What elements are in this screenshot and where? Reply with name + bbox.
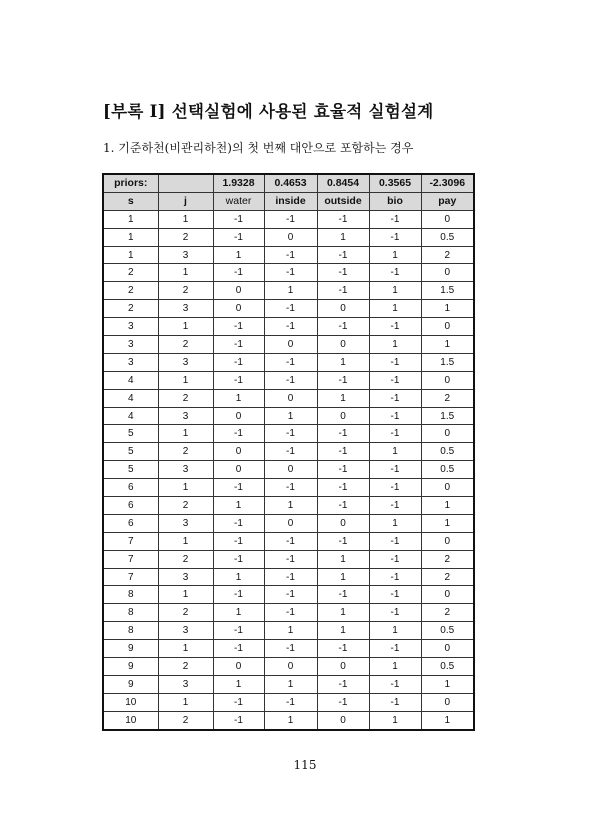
table-cell: 8 [103, 586, 158, 604]
table-cell: 10 [103, 693, 158, 711]
table-cell: 0.5 [421, 622, 474, 640]
table-cell: -1 [317, 318, 369, 336]
table-cell: 2 [158, 228, 213, 246]
table-cell: 2 [103, 264, 158, 282]
table-cell: 1 [421, 336, 474, 354]
table-cell: -1 [369, 693, 421, 711]
table-cell: 6 [103, 514, 158, 532]
table-cell: -1 [264, 604, 317, 622]
table-cell: 1 [264, 622, 317, 640]
table-cell: 4 [103, 407, 158, 425]
table-cell: 1 [264, 711, 317, 729]
table-cell: 1 [369, 658, 421, 676]
table-cell: 2 [158, 443, 213, 461]
table-cell: 1 [158, 693, 213, 711]
table-cell: 2 [421, 246, 474, 264]
table-row [103, 228, 474, 246]
table-cell: 0 [421, 479, 474, 497]
table-cell: 0 [213, 282, 264, 300]
table-cell: -1 [317, 210, 369, 228]
table-row [103, 246, 474, 264]
table-row [103, 336, 474, 354]
table-cell: 10 [103, 711, 158, 729]
table-cell: 3 [103, 318, 158, 336]
table-cell: 0.5 [421, 443, 474, 461]
table-cell: -1 [213, 264, 264, 282]
table-cell: 1 [421, 497, 474, 515]
table-row [103, 532, 474, 550]
table-cell: 0 [264, 461, 317, 479]
table-cell: -1 [369, 675, 421, 693]
table-cell: 1 [421, 514, 474, 532]
table-cell: 9 [103, 658, 158, 676]
table-row [103, 210, 474, 228]
table-cell: 2 [158, 550, 213, 568]
table-cell: 3 [158, 514, 213, 532]
table-cell: -1 [317, 425, 369, 443]
table-cell: 6 [103, 479, 158, 497]
table-cell: -1 [317, 693, 369, 711]
table-cell: 1 [213, 675, 264, 693]
table-cell: 0.4653 [264, 174, 317, 192]
table-cell: 1 [158, 532, 213, 550]
table-cell: -2.3096 [421, 174, 474, 192]
table-row [103, 443, 474, 461]
table-cell: 1 [103, 210, 158, 228]
table-cell: -1 [264, 264, 317, 282]
table-cell: 2 [158, 658, 213, 676]
table-cell: -1 [213, 711, 264, 729]
table-cell: -1 [369, 604, 421, 622]
table-cell: 1 [317, 550, 369, 568]
table-cell: -1 [369, 532, 421, 550]
table-row [103, 622, 474, 640]
table-cell: -1 [213, 336, 264, 354]
table-cell: 1 [369, 711, 421, 729]
table-cell: 9 [103, 675, 158, 693]
table-cell: -1 [369, 210, 421, 228]
table-row [103, 425, 474, 443]
table-row [103, 282, 474, 300]
table-cell: 2 [103, 282, 158, 300]
table-cell: -1 [213, 353, 264, 371]
table-cell: 0 [421, 425, 474, 443]
table-row [103, 479, 474, 497]
table-cell: 1 [213, 604, 264, 622]
table-cell: priors: [103, 174, 158, 192]
table-cell: -1 [369, 228, 421, 246]
table-cell: 1 [264, 282, 317, 300]
table-cell: 2 [158, 497, 213, 515]
table-cell: -1 [213, 640, 264, 658]
table-cell: -1 [369, 497, 421, 515]
table-cell: -1 [317, 282, 369, 300]
page-number: 115 [293, 758, 317, 772]
table-cell: 2 [158, 389, 213, 407]
table-row [103, 514, 474, 532]
table-row [103, 497, 474, 515]
table-cell: -1 [317, 264, 369, 282]
table-cell: -1 [369, 264, 421, 282]
page-title: [부록 I] 선택실험에 사용된 효율적 실험설계 [103, 102, 434, 121]
table-cell: 0 [421, 371, 474, 389]
table-cell: outside [317, 192, 369, 210]
table-cell: 2 [421, 604, 474, 622]
column-header-row [103, 192, 474, 210]
table-cell: 0 [317, 711, 369, 729]
table-cell: 0 [421, 264, 474, 282]
table-cell: -1 [369, 586, 421, 604]
table-cell: 0 [317, 300, 369, 318]
table-cell: 7 [103, 550, 158, 568]
table-cell: -1 [264, 443, 317, 461]
table-cell: 9 [103, 640, 158, 658]
table-cell: -1 [264, 550, 317, 568]
table-cell: -1 [213, 371, 264, 389]
table-cell: 1 [317, 353, 369, 371]
table-cell: -1 [369, 353, 421, 371]
table-cell: 1 [213, 389, 264, 407]
table-cell: 0 [421, 640, 474, 658]
table-cell: 1 [158, 371, 213, 389]
table-cell: 1 [369, 246, 421, 264]
table-cell: 1 [317, 604, 369, 622]
table-cell: -1 [264, 479, 317, 497]
table-cell: -1 [317, 497, 369, 515]
table-cell: 2 [421, 568, 474, 586]
table-cell: 5 [103, 461, 158, 479]
table-row [103, 711, 474, 729]
table-row [103, 658, 474, 676]
table-cell: 1 [158, 264, 213, 282]
table-cell: -1 [317, 461, 369, 479]
table-row [103, 318, 474, 336]
table-row [103, 461, 474, 479]
table-cell: 4 [103, 389, 158, 407]
table-cell: 0.5 [421, 228, 474, 246]
table-cell: -1 [369, 550, 421, 568]
table-cell: 1 [213, 497, 264, 515]
table-cell: 3 [103, 353, 158, 371]
table-cell: 0 [264, 658, 317, 676]
table-cell: 1 [213, 246, 264, 264]
table-cell: 1 [264, 675, 317, 693]
table-row [103, 675, 474, 693]
table-row [103, 389, 474, 407]
table-cell: -1 [369, 425, 421, 443]
table-cell: 1 [264, 407, 317, 425]
table-cell: 0 [213, 658, 264, 676]
table-cell: -1 [213, 228, 264, 246]
table-cell: 0 [264, 514, 317, 532]
table-cell: -1 [317, 675, 369, 693]
table-cell: -1 [213, 425, 264, 443]
table-cell: -1 [264, 318, 317, 336]
table-cell: 1.5 [421, 407, 474, 425]
table-cell: -1 [264, 586, 317, 604]
table-cell: -1 [317, 371, 369, 389]
table-cell: 2 [158, 282, 213, 300]
table-cell: 1 [369, 336, 421, 354]
table-cell: 3 [158, 407, 213, 425]
table-row [103, 407, 474, 425]
table-cell: 1 [369, 514, 421, 532]
table-cell: 1.5 [421, 353, 474, 371]
table-cell: 5 [103, 443, 158, 461]
table-cell: -1 [369, 479, 421, 497]
table-cell: 8 [103, 622, 158, 640]
table-cell: 3 [158, 300, 213, 318]
table-cell: -1 [213, 532, 264, 550]
table-cell: 1 [158, 479, 213, 497]
design-table [102, 173, 475, 731]
table-cell: -1 [264, 353, 317, 371]
table-cell: pay [421, 192, 474, 210]
table-cell: 0 [213, 300, 264, 318]
table-cell: 4 [103, 371, 158, 389]
table-cell: -1 [369, 389, 421, 407]
table-cell: 6 [103, 497, 158, 515]
table-row [103, 693, 474, 711]
table-row [103, 640, 474, 658]
table-cell: 3 [158, 353, 213, 371]
table-cell: -1 [213, 622, 264, 640]
table-cell: 2 [421, 389, 474, 407]
table-cell: inside [264, 192, 317, 210]
table-row [103, 586, 474, 604]
table-cell: 0 [317, 407, 369, 425]
table-cell: -1 [213, 693, 264, 711]
table-cell: 0 [317, 658, 369, 676]
table-cell: -1 [264, 640, 317, 658]
table-cell: -1 [317, 586, 369, 604]
table-row [103, 604, 474, 622]
table-cell: 2 [103, 300, 158, 318]
table-cell: -1 [213, 210, 264, 228]
table-cell: -1 [369, 318, 421, 336]
table-row [103, 568, 474, 586]
table-cell: -1 [264, 246, 317, 264]
table-cell: -1 [369, 461, 421, 479]
table-cell: 3 [158, 568, 213, 586]
table-cell: -1 [369, 568, 421, 586]
table-cell: -1 [264, 425, 317, 443]
table-cell: -1 [213, 514, 264, 532]
table-cell: 1 [103, 228, 158, 246]
table-cell: 0 [264, 228, 317, 246]
table-cell: -1 [213, 479, 264, 497]
table-cell: 1 [369, 300, 421, 318]
table-cell: 1 [317, 389, 369, 407]
table-cell: 1 [103, 246, 158, 264]
table-cell: -1 [369, 640, 421, 658]
table-cell: 0 [213, 461, 264, 479]
table-cell: 1 [158, 210, 213, 228]
table-cell: 0 [213, 443, 264, 461]
section-heading: 1. 기준하천(비관리하천)의 첫 번째 대안으로 포함하는 경우 [103, 141, 414, 155]
table-cell: -1 [369, 371, 421, 389]
table-cell: 0.8454 [317, 174, 369, 192]
table-cell: -1 [317, 246, 369, 264]
table-cell: -1 [317, 443, 369, 461]
table-cell: 0 [421, 586, 474, 604]
table-cell: 1 [264, 497, 317, 515]
table-cell: 1 [421, 711, 474, 729]
table-row [103, 353, 474, 371]
table-cell: -1 [264, 210, 317, 228]
table-cell: -1 [213, 550, 264, 568]
table-cell: 1 [158, 586, 213, 604]
table-cell: 0 [421, 210, 474, 228]
table-cell: 0.5 [421, 658, 474, 676]
table-cell: 2 [158, 604, 213, 622]
table-cell: 3 [103, 336, 158, 354]
table-cell: 0 [264, 389, 317, 407]
table-cell: 3 [158, 246, 213, 264]
table-cell: 0 [421, 318, 474, 336]
table-cell: -1 [213, 586, 264, 604]
table-cell: 1 [369, 282, 421, 300]
table-cell: 0.5 [421, 461, 474, 479]
table-row [103, 550, 474, 568]
table-cell: -1 [317, 640, 369, 658]
table-cell: 7 [103, 532, 158, 550]
table-cell: water [213, 192, 264, 210]
table-cell: -1 [264, 532, 317, 550]
table-row [103, 371, 474, 389]
table-cell: 0 [317, 336, 369, 354]
table-cell: 3 [158, 622, 213, 640]
table-cell: 0 [421, 693, 474, 711]
table-cell: 1 [317, 622, 369, 640]
table-cell: 0 [213, 407, 264, 425]
table-cell: -1 [317, 479, 369, 497]
table-cell: 1 [369, 443, 421, 461]
table-cell: 1 [158, 318, 213, 336]
table-cell: 3 [158, 461, 213, 479]
table-cell: 2 [158, 336, 213, 354]
table-cell: -1 [264, 568, 317, 586]
table-cell: -1 [317, 532, 369, 550]
table-cell: 1 [317, 228, 369, 246]
table-cell: 2 [158, 711, 213, 729]
table-cell: 3 [158, 675, 213, 693]
table-row [103, 300, 474, 318]
table-cell: j [158, 192, 213, 210]
table-cell [158, 174, 213, 192]
table-cell: 2 [421, 550, 474, 568]
table-cell: bio [369, 192, 421, 210]
table-cell: 7 [103, 568, 158, 586]
table-cell: -1 [369, 407, 421, 425]
priors-row [103, 174, 474, 192]
table-cell: 8 [103, 604, 158, 622]
table-cell: 1 [421, 675, 474, 693]
table-cell: 1.9328 [213, 174, 264, 192]
table-cell: -1 [213, 318, 264, 336]
table-cell: -1 [264, 371, 317, 389]
table-cell: 1 [369, 622, 421, 640]
table-cell: 0.3565 [369, 174, 421, 192]
table-cell: 0 [264, 336, 317, 354]
table-cell: 0 [421, 532, 474, 550]
table-cell: 1 [213, 568, 264, 586]
table-cell: -1 [264, 693, 317, 711]
table-cell: 1 [421, 300, 474, 318]
table-cell: -1 [264, 300, 317, 318]
table-cell: 1 [158, 640, 213, 658]
table-row [103, 264, 474, 282]
table-cell: 0 [317, 514, 369, 532]
table-cell: 1.5 [421, 282, 474, 300]
table-cell: 1 [317, 568, 369, 586]
table-cell: s [103, 192, 158, 210]
table-cell: 1 [158, 425, 213, 443]
table-cell: 5 [103, 425, 158, 443]
